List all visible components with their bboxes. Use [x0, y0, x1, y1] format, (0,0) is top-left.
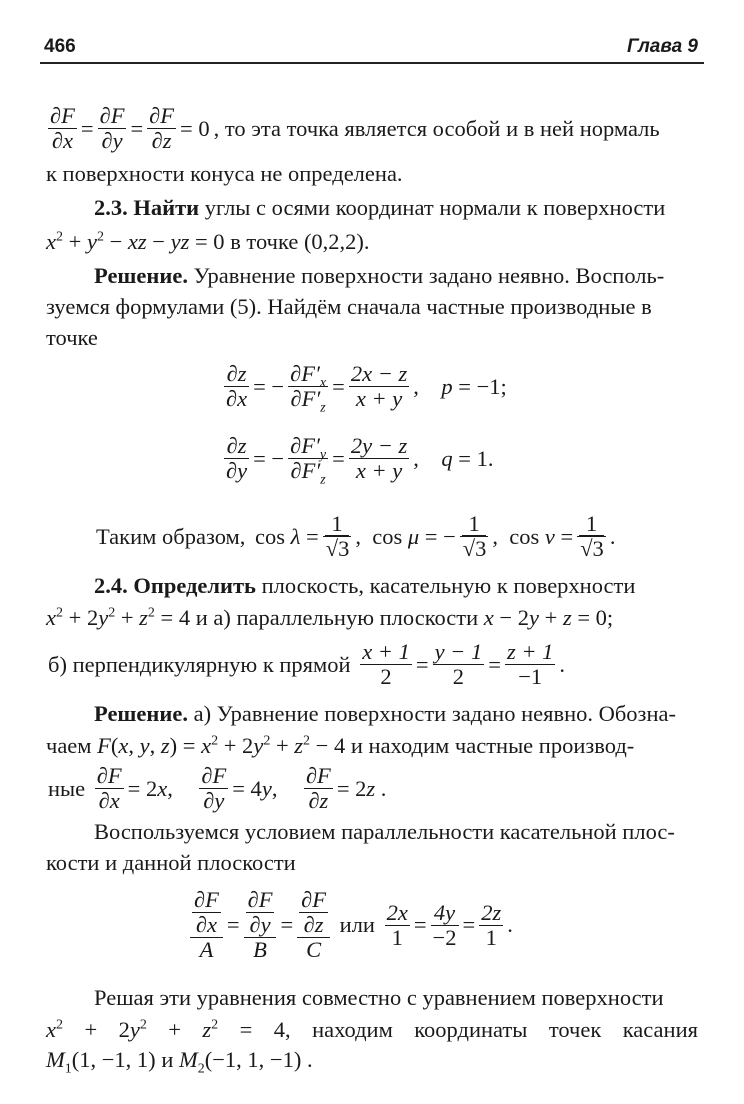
running-header [40, 32, 704, 64]
paragraph-text: , находим координаты точек касания [285, 1017, 698, 1042]
paragraph-text: к поверхности конуса не определена. [46, 161, 403, 186]
paragraph-text: и находим частные производ- [345, 733, 635, 758]
paragraph-text: а) Уравнение поверхности задано неявно. Обозна- [187, 701, 676, 726]
problem-keyword: Найти [133, 195, 200, 220]
paragraph-text: чаем [46, 733, 92, 758]
problem-number: 2.3. [94, 195, 128, 220]
problem-2-4-line1 [94, 572, 635, 600]
problem-2-4-line2: $x^2 + 2y^2 + z^2 = 4$ и а) параллельную плоскости x − 2y + z = 0; [46, 605, 614, 630]
problem-keyword: Определить [133, 573, 256, 598]
paragraph-text: кости и данной плоскости [46, 850, 296, 875]
solve-line3: $M_1(1$, −1, 1) и $M_2(-1$, 1, −1) . [46, 1047, 313, 1077]
paragraph-text: ные [48, 775, 86, 801]
problem-2-3-line1 [94, 194, 665, 222]
paragraph-text: и а) параллельную плоскости [190, 605, 484, 630]
solution-1-line1 [94, 262, 664, 290]
paragraph-text: б) перпендикулярную к прямой [48, 651, 351, 677]
problem-number: 2.4. [94, 573, 128, 598]
paragraph-text: Уравнение поверхности задано неявно. Восполь- [187, 263, 665, 288]
formula-direction-cosines: Таким образом, cos λ = $\frac{1}{√3}$ , cos μ = − $\frac{1}{√3}$ , cos ν = $\frac{1}{√3}$ . [96, 511, 616, 561]
formula-partials: ные $\frac{\partial F}{\partial x}$ = 2x, $\frac{\partial F}{\partial y}$ = 4y, $\frac{\partial F}{\partial z}$ = 2z . [48, 763, 387, 813]
paragraph-text: и [161, 1047, 174, 1072]
solution-2-line1 [94, 700, 676, 728]
formula-line-gradient-zero: $\frac{\partial F}{\partial x}$ = $\frac{\partial F}{\partial y}$ = $\frac{\partial F}{\partial z}$ = 0 , то эта точка является особой и в ней нормаль [50, 103, 660, 153]
paragraph-text: углы с осями координат нормали к поверхности [199, 195, 666, 220]
solution-label: Решение. [94, 701, 188, 726]
page-number: 466 [44, 36, 76, 57]
chapter-title: Глава 9 [627, 36, 698, 57]
paragraph-text: или [339, 912, 375, 937]
solution-2-line2: чаем F(x, y, $z) = x^2 + 2y^2 + z^2 - 4$ и находим частные производ- [46, 733, 635, 758]
paragraph-text: плоскость, касательную к поверхности [255, 573, 636, 598]
paragraph-text: , то эта точка является особой и в ней нормаль [213, 115, 660, 141]
formula-parallel-condition: $\frac{\frac{\partial F}{\partial x}}{A}$ = $\frac{\frac{\partial F}{\partial y}}{B}$ = $\frac{\frac{\partial F}{\partial z}}{C}$ или $\frac{2x}{1}$ = $\frac{4y}{-2}$ = $\frac{2z}{1}$ . [188, 888, 515, 962]
solution-label: Решение. [94, 263, 188, 288]
formula-dz-dy: $\frac{\partial z}{\partial y}$ = − $\frac{\partial F'_y}{\partial F'_z}$ = $\frac{2y - z}{x + y}$ , q = 1. [226, 433, 494, 488]
paragraph-text: Решая эти уравнения совместно с уравнением поверхности [94, 985, 664, 1010]
paragraph-text: точке [46, 325, 98, 350]
paragraph-text: в точке (0,2,2). [224, 229, 370, 254]
paragraph-text: Воспользуемся условием параллельности касательной плос- [94, 819, 675, 844]
formula-dz-dx: $\frac{\partial z}{\partial x}$ = − $\frac{\partial F'_x}{\partial F'_z}$ = $\frac{2x - z}{x + y}$ , p = −1; [226, 361, 507, 416]
paragraph-text: Таким образом, [96, 523, 246, 549]
problem-2-3-line2: $x^2 + y^2$ − xz − yz = 0 в точке (0,2,2). [46, 229, 370, 254]
solve-line2: $x^2 + 2y^2 + z^2 = 4$, находим координаты точек касания [46, 1017, 698, 1042]
paragraph-text: зуемся формулами (5). Найдём сначала частные производные в [46, 294, 652, 319]
problem-2-4-line3: б) перпендикулярную к прямой $\frac{x + 1}{2}$ = $\frac{y - 1}{2}$ = $\frac{z + 1}{-1}$ . [48, 639, 566, 689]
